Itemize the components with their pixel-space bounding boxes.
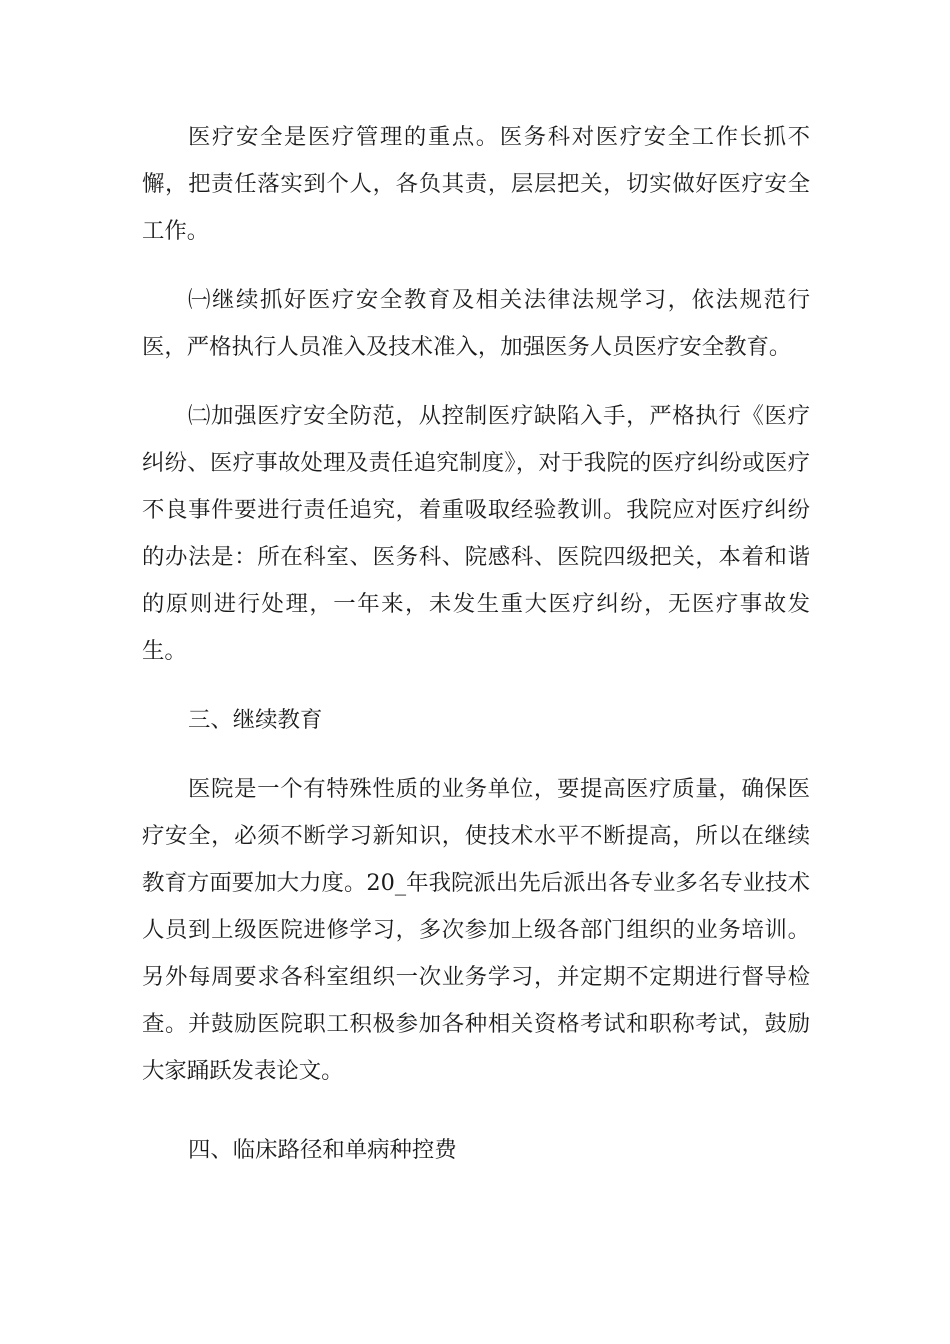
paragraph-safety-education: ㈠继续抓好医疗安全教育及相关法律法规学习，依法规范行医，严格执行人员准入及技术准入，加强医务人员医疗安全教育。 — [142, 287, 810, 360]
document-body — [142, 114, 810, 1196]
paragraph-continuing-education: 医院是一个有特殊性质的业务单位，要提高医疗质量，确保医疗安全，必须不断学习新知识，使技术水平不断提高，所以在继续教育方面要加大力度。20_年我院派出先后派出各专业多名专业技术人员到上级医院进修学习，多次参加上级各部门组织的业务培训。另外每周要求各科室组织一次业务学习，并定期不定期进行督导检查。并鼓励医院职工积极参加各种相关资格考试和职称考试，鼓励大家踊跃发表论文。 — [142, 776, 810, 1084]
section-heading-clinical-pathway: 四、临床路径和单病种控费 — [188, 1137, 457, 1163]
section-heading-continuing-education: 三、继续教育 — [188, 707, 323, 733]
paragraph-safety-prevention: ㈡加强医疗安全防范，从控制医疗缺陷入手，严格执行《医疗纠纷、医疗事故处理及责任追究制度》，对于我院的医疗纠纷或医疗不良事件要进行责任追究，着重吸取经验教训。我院应对医疗纠纷的办法是：所在科室、医务科、院感科、医院四级把关，本着和谐的原则进行处理，一年来，未发生重大医疗纠纷，无医疗事故发生。 — [142, 403, 810, 664]
paragraph-medical-safety: 医疗安全是医疗管理的重点。医务科对医疗安全工作长抓不懈，把责任落实到个人，各负其责，层层把关，切实做好医疗安全工作。 — [142, 124, 810, 244]
